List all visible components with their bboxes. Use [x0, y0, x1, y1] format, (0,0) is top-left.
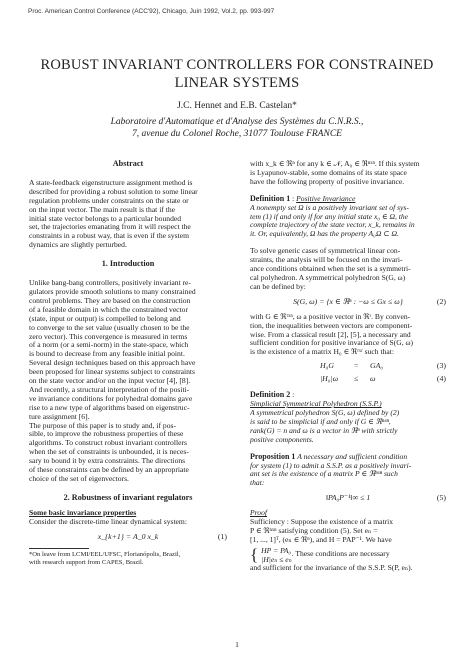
- right-intro-line: have the following property of positive invariance.: [250, 176, 405, 186]
- abstract-body: [29, 179, 227, 250]
- subsection-line: Consider the discrete-time linear dynamical system:: [29, 516, 187, 526]
- introduction-line: The purpose of this paper is to study and, if pos-: [29, 420, 176, 430]
- equation-1: [29, 533, 227, 542]
- introduction-line: control problems. They are based on the construction: [29, 295, 191, 305]
- proof-heading: Proof: [250, 508, 268, 518]
- definition-2-line: rank(G) = n and ω is a vector in ℜⁿ with strictly: [250, 425, 398, 435]
- introduction-line: ture assignment [6].: [29, 411, 90, 421]
- proof-system-equations: [261, 546, 292, 564]
- definition-1-line: A nonempty set Ω is a positively invariant set of sys-: [250, 202, 409, 212]
- introduction-line: to converge to the set value (usually chosen to be the: [29, 322, 190, 332]
- equation-4-rhs: ω: [370, 374, 376, 384]
- equation-5: [250, 494, 446, 503]
- equation-3: [250, 362, 446, 372]
- proposition-1: [250, 453, 446, 489]
- introduction-line: sible, to improve the robustness properties of these: [29, 429, 184, 439]
- proof-system-line-1: HP = PA₀: [261, 545, 292, 555]
- equation-2-body: S(G, ω) = {x ∈ ℜⁿ : −ω ≤ Gx ≤ ω}: [293, 296, 403, 306]
- section2-heading: 2. Robustness of invariant regulators: [63, 492, 193, 502]
- introduction-line: Several design techniques based on this approach have: [29, 358, 196, 368]
- abstract-line: set, the trajectories emanating from it will respect the: [29, 222, 191, 232]
- header-citation: Proc. American Control Conference (ACC'92), Chicago, Juin 1992, Vol.2, pp. 993-997: [28, 8, 275, 15]
- abstract-line: A state-feedback eigenstructure assignment method is: [29, 177, 193, 187]
- equation-4-lhs: |H₀|ω: [320, 374, 339, 384]
- brace-glyph: {: [250, 545, 259, 565]
- paragraph-2-line: cal polyhedron. A symmetrical polyhedron S(G, ω): [250, 272, 406, 282]
- paragraph-2-line: can be defined by:: [250, 281, 306, 291]
- proposition-1-label: Proposition 1: [250, 451, 296, 461]
- introduction-line: (state, input or output) is compelled to belong and: [29, 313, 181, 323]
- introduction-line: ve invariance conditions for polyhedral domains gave: [29, 393, 193, 403]
- definition-1-line: complete trajectory of the state vector, x_k, remains in: [250, 220, 415, 230]
- paragraph-3-line: tion, the inequalities between vectors are component-: [250, 320, 413, 330]
- equation-3-lhs: H₀G: [320, 361, 334, 371]
- paragraph-3-line: wise. From a classical result [2], [5], a necessary and: [250, 329, 411, 339]
- subsection-heading: Some basic invariance properties: [29, 507, 137, 517]
- proposition-1-line: ant set is the existence of a matrix P ∈ ℜⁿˣⁿ such: [250, 469, 398, 479]
- proof-last-line: and sufficient for the invariance of the S.S.P. S(P, eₙ).: [250, 562, 413, 572]
- footnote-line: with research support from CAPES, Brazil.: [29, 558, 144, 566]
- paragraph-3-line: sufficient condition for positive invariance of S(G, ω): [250, 338, 414, 348]
- equation-3-rel: =: [354, 361, 359, 371]
- footnote: [29, 551, 227, 567]
- page-number: 1: [235, 640, 239, 649]
- equation-3-number: (3): [436, 361, 446, 371]
- introduction-line: choice of the set of eigenvectors.: [29, 474, 129, 483]
- introduction-line: of these constraints can be defined by an appropriate: [29, 465, 189, 475]
- introduction-heading: 1. Introduction: [101, 259, 155, 269]
- introduction-line: is bound to decrease from any feasible initial point.: [29, 349, 185, 359]
- abstract-line: constraints in a robust way, that is even if the system: [29, 231, 189, 241]
- introduction-line: gulators provide smooth solutions to many constrained: [29, 286, 196, 296]
- introduction-line: of a feasible domain in which the constrained vector: [29, 304, 188, 314]
- definition-2-line: is said to be simplicial if and only if G ∈ ℜⁿˣⁿ,: [250, 416, 391, 426]
- introduction-line: Unlike bang-bang controllers, positively invariant re-: [29, 278, 191, 288]
- definition-1-line: tem (1) if and only if for any initial state x₀ ∈ Ω, the: [250, 211, 409, 221]
- definition-1-label: Definition 1: [250, 193, 291, 203]
- equation-1-body: x_{k+1} = A_0 x_k: [97, 531, 159, 541]
- abstract-line: dynamics are slightly perturbed.: [29, 240, 127, 250]
- equation-5-number: (5): [436, 493, 446, 503]
- definition-1-colon: :: [290, 193, 297, 203]
- introduction-line: when the set of constraints is unbounded, it is neces-: [29, 447, 189, 457]
- right-intro-line: with x_k ∈ ℜⁿ for any k ∈ 𝒩, A₀ ∈ ℜⁿˣⁿ. If this system: [250, 159, 420, 168]
- definition-1-line: it. Or, equivalently, Ω has the property A₀Ω ⊂ Ω.: [250, 229, 399, 239]
- introduction-line: sary to bound it by extra constraints. The directions: [29, 456, 186, 466]
- paragraph-2-line: To solve generic cases of symmetrical linear con-: [250, 246, 401, 256]
- definition-2-colon: :: [290, 390, 295, 400]
- abstract-heading: Abstract: [112, 159, 144, 168]
- equation-5-body: ‖PA₀P⁻¹‖∞ ≤ 1: [325, 493, 371, 503]
- definition-2-line: A symmetrical polyhedron S(G, ω) defined by (2): [250, 408, 400, 418]
- proof-line: P ∈ ℜⁿˣⁿ satisfying condition (5). Set eₙ =: [250, 526, 378, 535]
- paragraph-2: [250, 247, 446, 292]
- equation-4: [250, 375, 446, 385]
- definition-2-label: Definition 2: [250, 390, 291, 400]
- affiliation-line-1: Laboratoire d'Automatique et d'Analyse des Systèmes du C.N.R.S.,: [110, 117, 364, 127]
- equation-4-number: (4): [436, 374, 446, 384]
- introduction-body: [29, 279, 227, 484]
- proposition-1-line: A necessary and sufficient condition: [297, 451, 408, 461]
- title-line-2: LINEAR SYSTEMS: [174, 75, 300, 91]
- proposition-1-line: that:: [250, 478, 265, 488]
- paragraph-3-line: with G ∈ ℜʳˣⁿ, ω a positive vector in ℜʳ. By conven-: [250, 311, 411, 321]
- right-intro: [250, 160, 446, 187]
- affiliation-line-2: 7, avenue du Colonel Roche, 31077 Toulouse FRANCE: [132, 129, 342, 139]
- proof-line: Sufficiency : Suppose the existence of a matrix: [250, 517, 394, 527]
- introduction-line: on the state vector and/or on the input vector [4], [8].: [29, 376, 191, 386]
- equation-2-number: (2): [436, 296, 446, 306]
- equation-2: [250, 298, 446, 307]
- equation-1-number: (1): [217, 531, 227, 541]
- introduction-line: zero vector). This convergence is measured in terms: [29, 331, 188, 341]
- definition-2-name: Simplicial Symmetrical Polyhedron (S.S.P.): [250, 399, 382, 409]
- right-intro-line: is Lyapunov-stable, some domains of its state space: [250, 167, 407, 177]
- paper-title: [0, 56, 474, 92]
- introduction-line: algorithms. To construct robust invariant controllers: [29, 438, 187, 448]
- footnote-rule: [29, 548, 89, 549]
- footnote-line: *On leave from LCMI/EEL/UFSC, Florianópolis, Brazil,: [29, 550, 181, 558]
- definition-1-body: [250, 204, 446, 240]
- title-line-1: ROBUST INVARIANT CONTROLLERS FOR CONSTRAINED: [40, 57, 434, 73]
- abstract-line: described for providing a robust solution to some linear: [29, 186, 198, 196]
- equation-4-rel: ≤: [354, 374, 359, 384]
- definition-1-name: Positive Invariance: [296, 193, 356, 203]
- proposition-1-line: for system (1) to admit a S.S.P. as a positively invari-: [250, 460, 412, 470]
- proof-line: [1, ..., 1]ᵀ, (eₙ ∈ ℜⁿ), and H = PAP⁻¹. We have: [250, 534, 392, 544]
- abstract-line: on the input vector. The main result is that if the: [29, 204, 176, 214]
- equation-3-rhs: GA₀: [370, 361, 384, 371]
- authors: J.C. Hennet and E.B. Castelan*: [177, 101, 297, 111]
- paragraph-2-line: straints, the analysis will be focused on the invari-: [250, 255, 403, 265]
- definition-2-line: positive components.: [250, 434, 314, 444]
- introduction-line: rise to a new type of algorithms based on eigenstruc-: [29, 402, 190, 412]
- proof-system-line-2: |H|eₙ ≤ eₙ: [261, 554, 292, 564]
- paragraph-3: [250, 313, 446, 358]
- paragraph-2-line: ance conditions obtained when the set is a symmetri-: [250, 264, 411, 274]
- proof-body: [250, 518, 446, 545]
- affiliation: [0, 116, 474, 140]
- proof-system-tail: . These conditions are necessary: [291, 549, 390, 559]
- introduction-line: And recently, a structural interpretation of the positi-: [29, 384, 190, 394]
- introduction-line: of a norm (or a semi-norm) in the state-space, which: [29, 340, 189, 350]
- proof-system: [250, 546, 446, 564]
- abstract-line: regulation problems under constraints on the state or: [29, 195, 189, 205]
- left-column: [29, 160, 227, 567]
- paragraph-3-line: is the existence of a matrix H₀ ∈ ℜʳˣʳ such that:: [250, 347, 394, 357]
- right-column: [250, 160, 446, 573]
- introduction-line: been proposed for linear systems subject to constraints: [29, 367, 195, 377]
- abstract-line: initial state vector belongs to a particular bounded: [29, 213, 182, 223]
- definition-2-body: [250, 409, 446, 445]
